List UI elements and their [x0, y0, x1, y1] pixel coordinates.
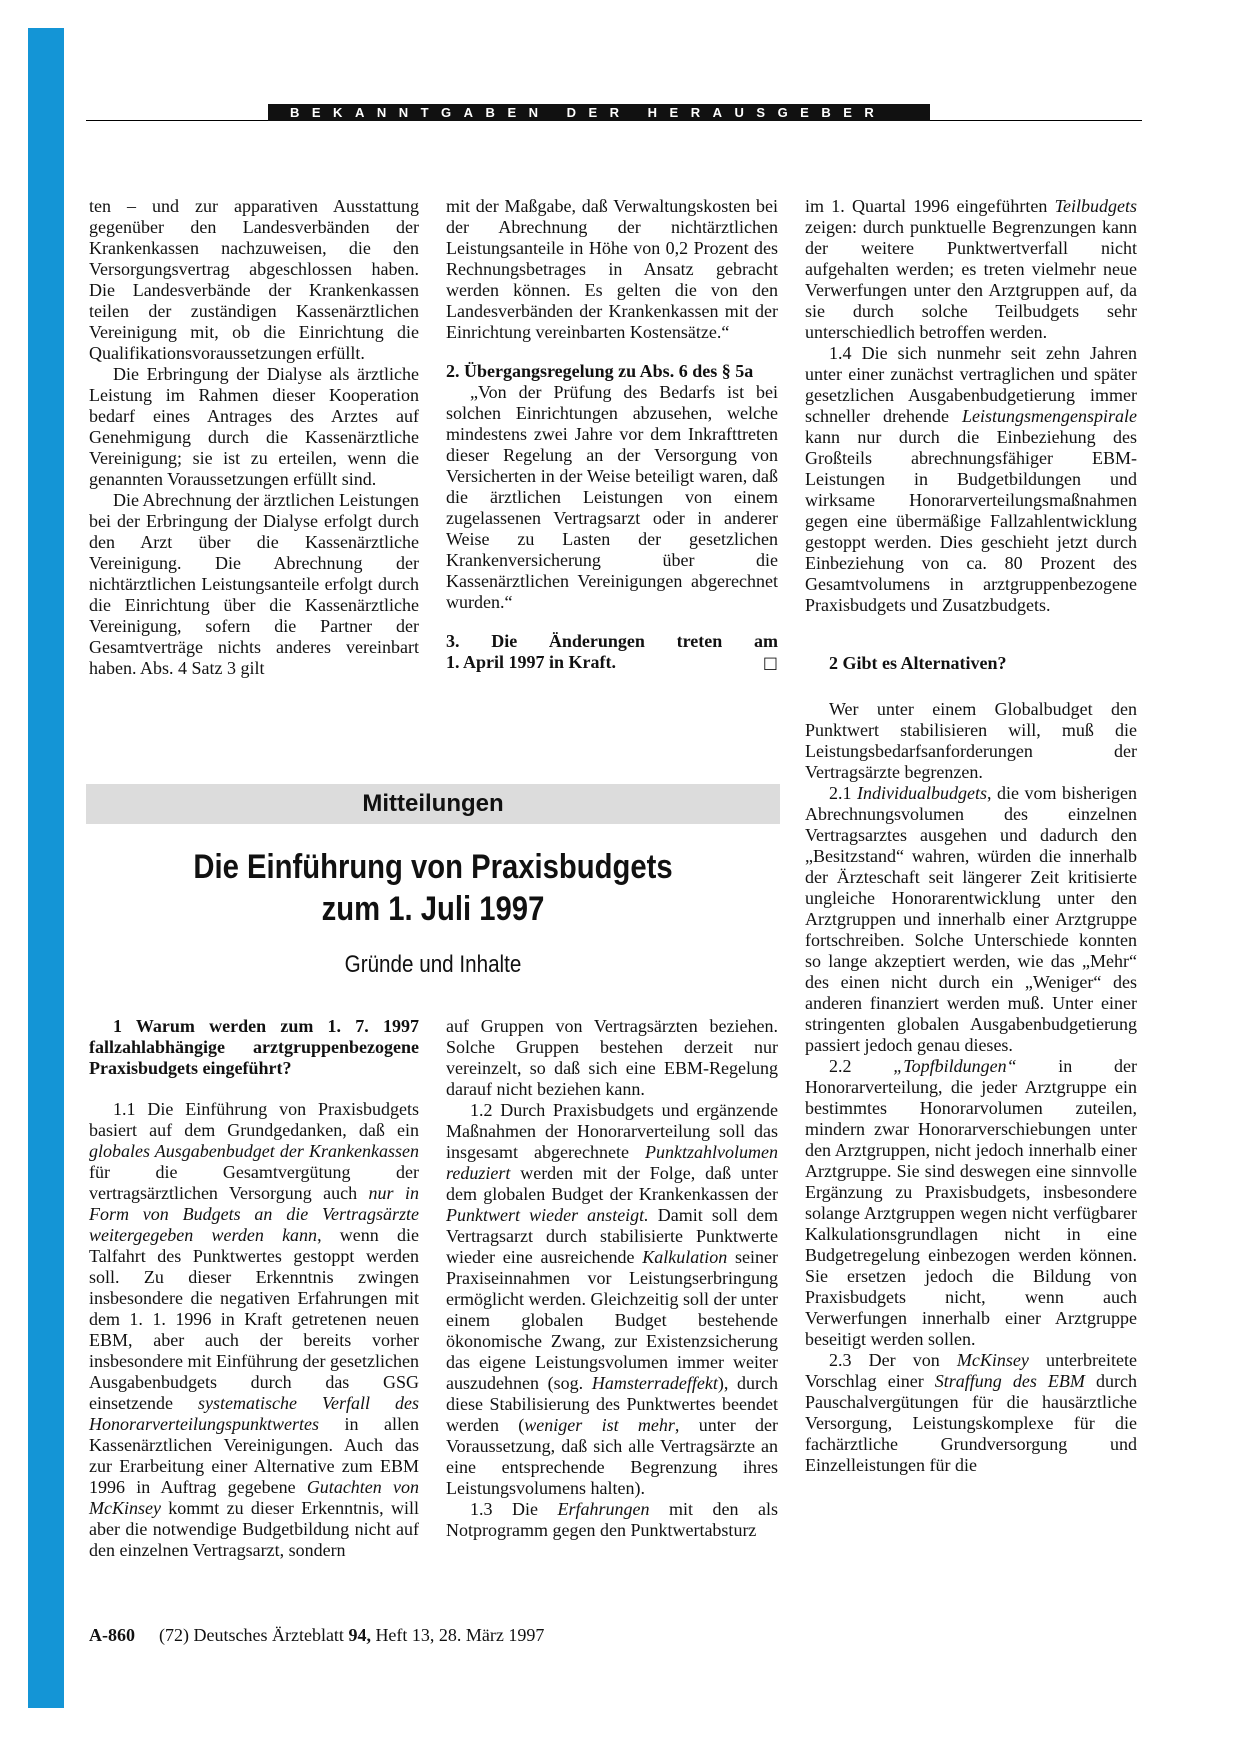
subheading: 1 Warum werden zum 1. 7. 1997 fallzahlabhängige arztgruppenbezogene Praxisbudgets eingeführt?: [89, 1016, 419, 1078]
paragraph: Wer unter einem Globalbudget den Punktwert stabilisieren will, muß die Leistungsbedarfsanforderungen der Vertragsärzte begrenzen.: [805, 699, 1137, 782]
paragraph: Die Erbringung der Dialyse als ärztliche Leistung im Rahmen dieser Kooperation bedarf eines Antrages des Arztes auf Genehmigung durch die Kassenärztliche Vereinigung; sie ist zu erteilen, wenn die genannten Voraussetzungen erfüllt sind.: [89, 364, 419, 489]
column-2-bottom: [446, 1016, 778, 1541]
page-edge-color-bar: [28, 28, 64, 1708]
paragraph: 1.3 Die Erfahrungen mit den als Notprogramm gegen den Punktwertabsturz: [446, 1499, 778, 1540]
subheading: 3. Die Änderungen treten am: [446, 631, 778, 651]
paragraph: 1.2 Durch Praxisbudgets und ergänzende Maßnahmen der Honorarverteilung soll das insgesamt abgerechnete Punktzahlvolumen reduziert werden mit der Folge, daß unter dem globalen Budget der Krankenkassen der Punktwert wieder ansteigt. Damit soll dem Vertragsarzt durch stabilisierte Punktwerte wieder eine ausreichende Kalkulation seiner Praxiseinnahmen vor Leistungserbringung ermöglicht werden. Gleichzeitig soll der unter einem globalen Budget bestehende ökonomische Zwang, zur Existenzsicherung das eigene Leistungsvolumen immer weiter auszudehnen (sog. Hamsterradeffekt), durch diese Stabilisierung des Punktwertes beendet werden (weniger ist mehr, unter der Voraussetzung, daß sich alle Vertragsärzte an eine entsprechende Begrenzung ihres Leistungsvolumens halten).: [446, 1100, 778, 1498]
article-subtitle: Gründe und Inhalte: [344, 951, 522, 978]
section-band: Mitteilungen: [86, 784, 780, 824]
paragraph: 1.4 Die sich nunmehr seit zehn Jahren unter einer zunächst vertraglichen und später gesetzlichen Ausgabenbudgetierung immer schneller drehende Leistungsmengenspirale kann nur durch die Einbeziehung des Großteils abrechnungsfähiger EBM-Leistungen in Budgetbildungen und wirksame Honorarverteilungsmaßnahmen gegen eine übermäßige Fallzahlentwicklung gestoppt werden. Dies geschieht jetzt durch Einbeziehung von ca. 80 Prozent des Gesamtvolumens in arztgruppenbezogene Praxisbudgets und Zusatzbudgets.: [805, 343, 1137, 615]
paragraph: 2.1 Individualbudgets, die vom bisherigen Abrechnungsvolumen des einzelnen Vertragsarztes ausgehen und dadurch den „Besitzstand“ wahren, würden die innerhalb der Ärzteschaft seit längerer Zeit kritisierte ungleiche Honorarentwicklung unter den Arztgruppen und innerhalb einer Arztgruppe fortschreiben. Solche Unterschiede konnten so lange akzeptiert werden, wie das „Mehr“ des einen nicht durch ein „Weniger“ des anderen finanziert werden muß. Unter einer stringenten globalen Ausgabenbudgetierung passiert jedoch genau dieses.: [805, 783, 1137, 1055]
title-line: zum 1. Juli 1997: [321, 890, 545, 928]
paragraph: mit der Maßgabe, daß Verwaltungskosten bei der Abrechnung der nichtärztlichen Leistungsanteile in Höhe von 0,2 Prozent des Rechnungsbetrages in Ansatz gebracht werden können. Es gelten die von den Landesverbänden der Krankenkassen mit der Einrichtung vereinbarten Kostensätze.“: [446, 196, 778, 342]
paragraph: 2.2 „Topfbildungen“ in der Honorarverteilung, die jeder Arztgruppe ein bestimmtes Honorarvolumen zuteilen, mindern zwar Honorarverschiebungen unter den Arztgruppen, nicht jedoch innerhalb einer Arztgruppe. Sie sind deswegen eine sinnvolle Ergänzung zu Praxisbudgets, insbesondere solange Arztgruppen wegen nicht verfügbarer Kalkulationsgrundlagen nicht in eine Budgetregelung einbezogen werden können. Sie ersetzen jedoch die Bildung von Praxisbudgets nicht, wenn auch Verwerfungen innerhalb einer Arztgruppe beseitigt werden sollen.: [805, 1056, 1138, 1349]
subheading: 2 Gibt es Alternativen?: [829, 653, 1007, 673]
column-1-top: [89, 196, 419, 679]
subheading: [446, 652, 778, 673]
footer-issue: Heft 13, 28. März 1997: [370, 1625, 545, 1645]
footer-citation: (72) Deutsches Ärzteblatt: [159, 1625, 349, 1645]
section-header: BEKANNTGABEN DER HERAUSGEBER: [268, 104, 930, 121]
article-title: [135, 846, 732, 930]
column-2-top: [446, 196, 778, 673]
subheading-text: 1. April 1997 in Kraft.: [446, 652, 616, 672]
column-1-bottom: [89, 1016, 419, 1561]
subheading: 2. Übergangsregelung zu Abs. 6 des § 5a: [446, 361, 754, 381]
end-mark-icon: □: [762, 653, 778, 672]
paragraph: im 1. Quartal 1996 eingeführten Teilbudgets zeigen: durch punktuelle Begrenzungen kann der weitere Punktwertverfall nicht aufgehalten werden; es treten vielmehr neue Verwerfungen unter den Arztgruppen auf, da sie durch solche Teilbudgets sehr unterschiedlich betroffen werden.: [805, 196, 1137, 342]
page-footer: [89, 1624, 544, 1646]
title-line: Die Einführung von Praxisbudgets: [193, 848, 673, 886]
paragraph: ten – und zur apparativen Ausstattung gegenüber den Landesverbänden der Krankenkassen nachzuweisen, die den Versorgungsvertrag abgeschlossen haben. Die Landesverbände der Krankenkassen teilen der zuständigen Kassenärztlichen Vereinigung mit, ob die Einrichtung die Qualifikationsvoraussetzungen erfüllt.: [89, 196, 419, 363]
footer-volume: 94,: [348, 1625, 371, 1645]
paragraph: Die Abrechnung der ärztlichen Leistungen bei der Erbringung der Dialyse erfolgt durch den Arzt über die Kassenärztliche Vereinigung. Die Abrechnung der nichtärztlichen Leistungsanteile erfolgt durch die Einrichtung über die Kassenärztliche Vereinigung, sofern die Partner der Gesamtverträge nichts anderes vereinbart haben. Abs. 4 Satz 3 gilt: [89, 490, 419, 678]
column-3: [805, 196, 1137, 1476]
page-number: A-860: [89, 1625, 135, 1645]
paragraph: 1.1 Die Einführung von Praxisbudgets basiert auf dem Grundgedanken, daß ein globales Ausgabenbudget der Krankenkassen für die Gesamtvergütung der vertragsärztlichen Versorgung auch nur in Form von Budgets an die Vertragsärzte weitergegeben werden kann, wenn die Talfahrt des Punktwertes gestoppt werden soll. Zu dieser Erkenntnis zwingen insbesondere die negativen Erfahrungen mit dem 1. 1. 1996 in Kraft getretenen neuen EBM, aber auch der bereits vorher insbesondere mit Einführung der gesetzlichen Ausgabenbudgets durch das GSG einsetzende systematische Verfall des Honorarverteilungspunktwertes in allen Kassenärztlichen Vereinigungen. Auch das zur Erarbeitung einer Alternative zum EBM 1996 in Auftrag gegebene Gutachten von McKinsey kommt zu dieser Erkenntnis, will aber die notwendige Budgetbildung nicht auf den einzelnen Vertragsarzt, sondern: [89, 1099, 420, 1560]
paragraph: auf Gruppen von Vertragsärzten beziehen. Solche Gruppen bestehen derzeit nur vereinzelt, so daß sich eine EBM-Regelung darauf nicht beziehen kann.: [446, 1016, 778, 1099]
paragraph: „Von der Prüfung des Bedarfs ist bei solchen Einrichtungen abzusehen, welche mindestens zwei Jahre vor dem Inkrafttreten dieser Regelung an der Versorgung von Versicherten in der Weise beteiligt waren, daß die ärztlichen Leistungen von einem zugelassenen Vertragsarzt oder in anderer Weise zu Lasten der gesetzlichen Krankenversicherung über die Kassenärztlichen Vereinigungen abgerechnet wurden.“: [446, 382, 778, 612]
paragraph: 2.3 Der von McKinsey unterbreitete Vorschlag einer Straffung des EBM durch Pauschalvergütungen für die hausärztliche Versorgung, Leistungskomplexe für die fachärztliche Grundversorgung und Einzelleistungen für die: [805, 1350, 1137, 1475]
